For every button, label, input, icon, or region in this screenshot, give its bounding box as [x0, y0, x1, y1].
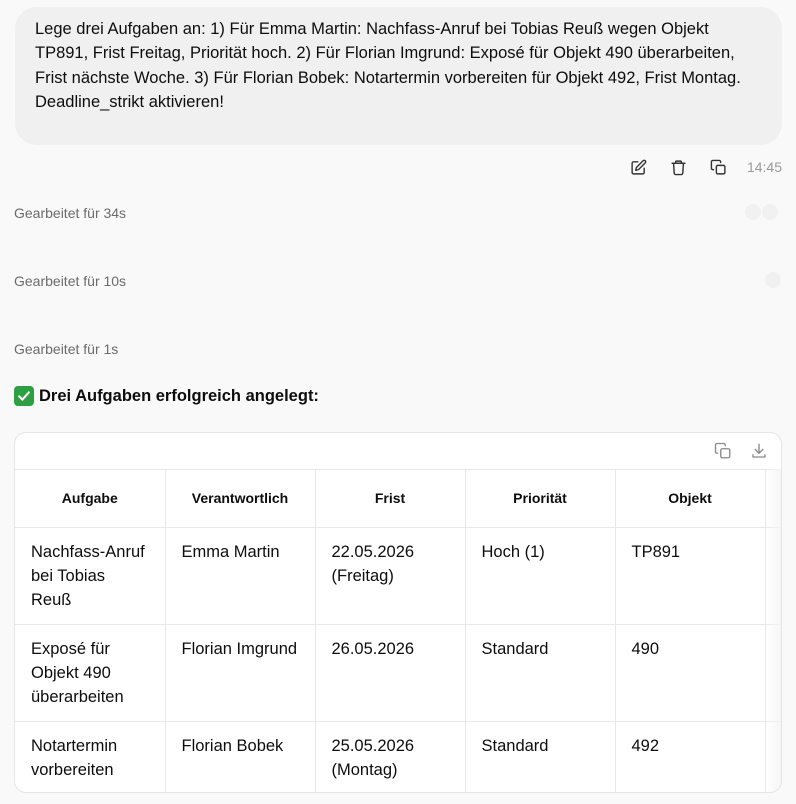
status-dot	[762, 204, 778, 220]
cell-aufgabe: Notartermin vorbereiten	[15, 721, 165, 793]
download-table-button[interactable]	[747, 439, 771, 463]
copy-button[interactable]	[707, 155, 731, 179]
horizontal-scroll-fade	[765, 469, 781, 792]
cell-frist: 25.05.2026 (Montag)	[315, 721, 465, 793]
table-row	[15, 721, 782, 793]
trash-icon	[670, 159, 687, 176]
copy-icon	[710, 159, 727, 176]
cell-aufgabe: Exposé für Objekt 490 überarbeiten	[15, 624, 165, 721]
cell-prioritaet: Hoch (1)	[465, 527, 615, 624]
edit-icon	[630, 159, 647, 176]
download-icon	[750, 442, 768, 460]
copy-icon	[714, 442, 732, 460]
cell-objekt: TP891	[615, 527, 765, 624]
status-dot	[745, 204, 761, 220]
column-header-objekt: Objekt	[615, 470, 765, 527]
cell-frist: 26.05.2026	[315, 624, 465, 721]
message-timestamp: 14:45	[746, 159, 782, 175]
cell-aufgabe: Nachfass-Anruf bei Tobias Reuß	[15, 527, 165, 624]
table-toolbar	[15, 433, 781, 470]
worked-duration-toggle[interactable]: Gearbeitet für 10s	[14, 273, 127, 289]
copy-table-button[interactable]	[711, 439, 735, 463]
cell-frist: 22.05.2026 (Freitag)	[315, 527, 465, 624]
result-headline	[14, 386, 319, 406]
cell-objekt: 492	[615, 721, 765, 793]
result-headline-text: Drei Aufgaben erfolgreich angelegt:	[39, 386, 319, 405]
edit-button[interactable]	[627, 155, 651, 179]
table-row	[15, 527, 782, 624]
cell-verantwortlich: Emma Martin	[165, 527, 315, 624]
column-header-prioritaet: Priorität	[465, 470, 615, 527]
cell-verantwortlich: Florian Imgrund	[165, 624, 315, 721]
worked-duration-toggle[interactable]: Gearbeitet für 1s	[14, 341, 119, 357]
column-header-frist: Frist	[315, 470, 465, 527]
worked-duration-toggle[interactable]: Gearbeitet für 34s	[14, 205, 127, 221]
status-dot	[765, 272, 781, 288]
cell-prioritaet: Standard	[465, 721, 615, 793]
result-table-card	[14, 432, 782, 793]
message-actions	[627, 155, 782, 179]
table-row	[15, 624, 782, 721]
cell-objekt: 490	[615, 624, 765, 721]
user-message-line: Lege drei Aufgaben an: 1) Für Emma Martin: Nachfass-Anruf bei Tobias Reuß wegen Objekt TP891, Frist Freitag, Priorität hoch. 2) Für Florian Imgrund: Exposé für Objekt 490 überarbeiten, Frist nächste Woche. 3) Für Florian Bobek: Notartermin vorbereiten für Objekt 492, Frist Montag.	[35, 20, 741, 87]
user-message-line: Deadline_strikt aktivieren!	[35, 93, 224, 112]
cell-prioritaet: Standard	[465, 624, 615, 721]
table-header-row	[15, 470, 782, 527]
delete-button[interactable]	[667, 155, 691, 179]
tasks-table	[15, 470, 782, 793]
column-header-aufgabe: Aufgabe	[15, 470, 165, 527]
column-header-verantwortlich: Verantwortlich	[165, 470, 315, 527]
user-message-bubble	[15, 7, 782, 145]
cell-verantwortlich: Florian Bobek	[165, 721, 315, 793]
check-mark-icon	[14, 386, 34, 406]
